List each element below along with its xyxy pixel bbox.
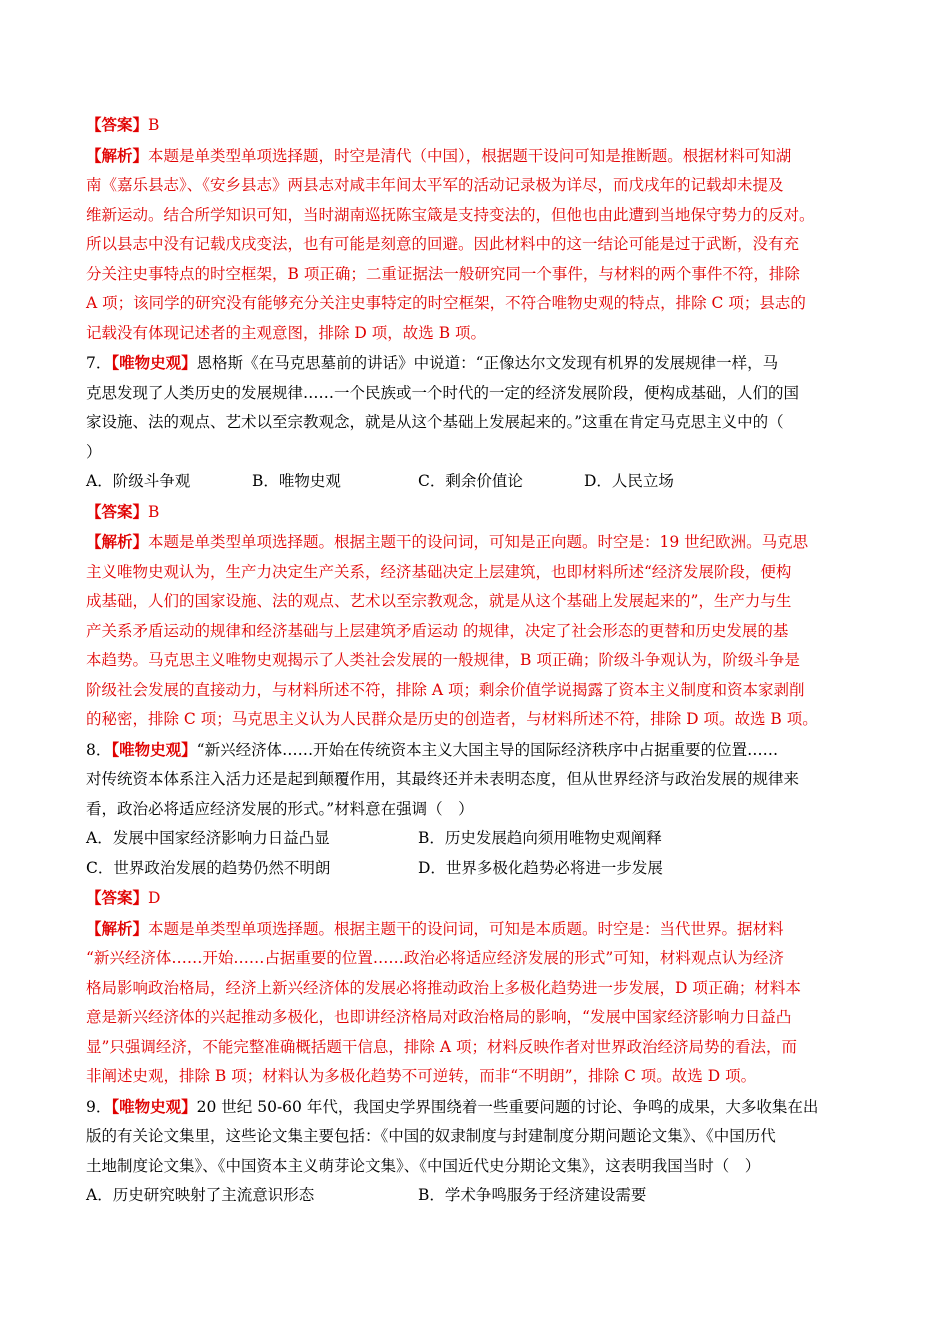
question-line: 克思发现了人类历史的发展规律……一个民族或一个时代的一定的经济发展阶段，便构成基础，人们的国: [86, 383, 800, 402]
option-d[interactable]: D．世界多极化趋势必将进一步发展: [418, 858, 663, 877]
option-d[interactable]: D．人民立场: [584, 472, 674, 490]
analysis-line: 显”只强调经济，不能完整准确概括题干信息，排除 A 项；材料反映作者对世界政治经济局势的看法，而: [86, 1037, 797, 1056]
analysis-line: 分关注史事特点的时空框架，B 项正确；二重证据法一般研究同一个事件，与材料的两个事件不符，排除: [86, 264, 800, 283]
analysis-line: 维新运动。结合所学知识可知，当时湖南巡抚陈宝箴是支持变法的，但他也由此遭到当地保守势力的反对。: [86, 205, 815, 224]
option-b[interactable]: B．历史发展趋向须用唯物史观阐释: [418, 829, 662, 847]
option-b[interactable]: B．学术争鸣服务于经济建设需要: [418, 1186, 647, 1204]
analysis-line: 本趋势。马克思主义唯物史观揭示了人类社会发展的一般规律，B 项正确；阶级斗争观认为，阶级斗争是: [86, 651, 800, 669]
question-8-stem: 8．【唯物史观】“新兴经济体……开始在传统资本主义大国主导的国际经济秩序中占据重要的位置……: [86, 739, 779, 759]
question-line: 土地制度论文集》、《中国资本主义萌芽论文集》、《中国近代史分期论文集》，这表明我国当时（ ）: [86, 1156, 761, 1175]
option-a[interactable]: A．发展中国家经济影响力日益凸显: [86, 829, 330, 847]
question-8-options-row1: [86, 824, 872, 854]
analysis-line: 主义唯物史观认为，生产力决定生产关系，经济基础决定上层建筑，也即材料所述“经济发展阶段，便构: [86, 562, 792, 581]
option-a[interactable]: A．阶级斗争观: [86, 472, 191, 490]
question-8-options-row2: [86, 854, 872, 884]
analysis-line: 非阐述史观，排除 B 项；材料认为多极化趋势不可逆转，而非“不明朗”，排除 C 项。故选 D 项。: [86, 1067, 757, 1085]
analysis-line: 记载没有体现记述者的主观意图，排除 D 项，故选 B 项。: [86, 323, 487, 342]
analysis-line: 成基础，人们的国家设施、法的观点、艺术以至宗教观念，就是从这个基础上发展起来的”，生产力与生: [86, 592, 792, 610]
analysis-line: 意是新兴经济体的兴起推动多极化，也即讲经济格局对政治格局的影响，“发展中国家经济影响力日益凸: [86, 1008, 792, 1026]
question-line: 版的有关论文集里，这些论文集主要包括：《中国的奴隶制度与封建制度分期问题论文集》、《中国历代: [86, 1127, 776, 1145]
question-9-stem: 9．【唯物史观】20 世纪 50-60 年代，我国史学界围绕着一些重要问题的讨论、争鸣的成果，大多收集在出: [86, 1096, 819, 1116]
answer-line: 【答案】B: [86, 115, 160, 134]
question-line: 家设施、法的观点、艺术以至宗教观念，就是从这个基础上发展起来的。”这重在肯定马克思主义中的（: [86, 413, 784, 431]
option-b[interactable]: B．唯物史观: [252, 472, 341, 490]
analysis-line: A 项；该同学的研究没有能够充分关注史事特定的时空框架，不符合唯物史观的特点，排除 C 项；县志的: [86, 294, 806, 312]
analysis-line: 南《嘉乐县志》、《安乡县志》两县志对咸丰年间太平军的活动记录极为详尽，而戊戌年的记载却未提及: [86, 176, 784, 194]
question-7-options: [86, 467, 872, 497]
analysis-line: 【解析】本题是单类型单项选择题。根据主题干的设问词，可知是正向题。时空是：19 世纪欧洲。马克思: [86, 532, 809, 551]
analysis-line: 的秘密，排除 C 项；马克思主义认为人民群众是历史的创造者，与材料所述不符，排除 D 项。故选 B 项。: [86, 710, 818, 728]
analysis-line: 产关系矛盾运动的规律和经济基础与上层建筑矛盾运动 的规律，决定了社会形态的更替和历史发展的基: [86, 621, 789, 640]
option-a[interactable]: A．历史研究映射了主流意识形态: [86, 1186, 315, 1204]
question-line: 看，政治必将适应经济发展的形式。”材料意在强调（ ）: [86, 799, 474, 818]
analysis-line: 阶级社会发展的直接动力，与材料所述不符，排除 A 项；剩余价值学说揭露了资本主义制度和资本家剥削: [86, 680, 805, 699]
analysis-line: 【解析】本题是单类型单项选择题，时空是清代（中国），根据题干设问可知是推断题。根据材料可知湖: [86, 145, 792, 165]
question-line: 对传统资本体系注入活力还是起到颠覆作用，其最终还并未表明态度，但从世界经济与政治发展的规律来: [86, 770, 800, 788]
question-9-options-row1: [86, 1181, 872, 1211]
analysis-line: 【解析】本题是单类型单项选择题。根据主题干的设问词，可知是本质题。时空是：当代世界。据材料: [86, 918, 784, 938]
question-line: ）: [86, 442, 102, 461]
analysis-line: 所以县志中没有记载戊戌变法，也有可能是刻意的回避。因此材料中的这一结论可能是过于武断，没有充: [86, 235, 800, 253]
question-7-stem: 7．【唯物史观】恩格斯《在马克思墓前的讲话》中说道：“正像达尔文发现有机界的发展规律一样，马: [86, 353, 779, 372]
option-c[interactable]: C．世界政治发展的趋势仍然不明朗: [86, 858, 331, 877]
answer-line: 【答案】D: [86, 888, 161, 907]
answer-line: 【答案】B: [86, 501, 160, 521]
document-page: [86, 110, 872, 1211]
analysis-line: 格局影响政治格局，经济上新兴经济体的发展必将推动政治上多极化趋势进一步发展，D 项正确；材料本: [86, 978, 801, 997]
analysis-line: “新兴经济体……开始……占据重要的位置……政治必将适应经济发展的形式”可知，材料观点认为经济: [86, 949, 784, 967]
option-c[interactable]: C．剩余价值论: [418, 472, 523, 490]
